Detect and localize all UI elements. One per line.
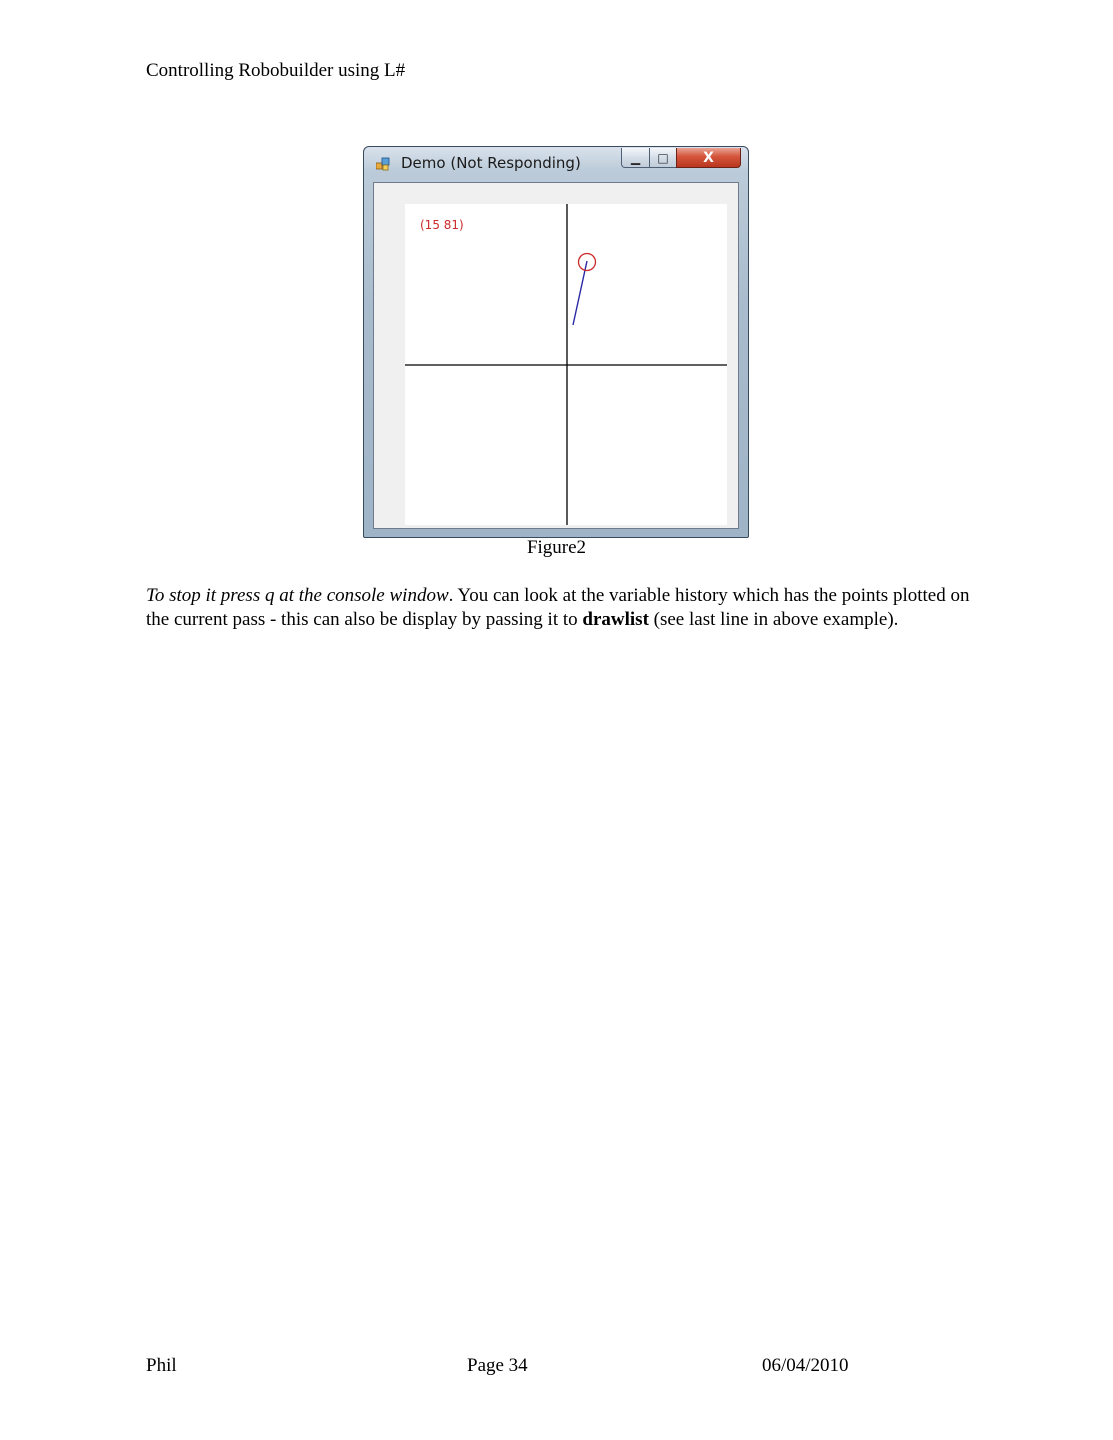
page-footer	[0, 1355, 1113, 1379]
window-title: Demo (Not Responding)	[401, 154, 581, 172]
window-title-bar[interactable]	[364, 147, 748, 179]
figure-caption: Figure2	[526, 537, 587, 558]
coordinate-readout: (15 81)	[420, 218, 464, 232]
caption-buttons	[621, 148, 741, 169]
maximize-icon: □	[657, 150, 669, 165]
footer-page-number: Page 34	[467, 1355, 528, 1376]
demo-window	[363, 146, 749, 538]
minimize-icon: ▁	[630, 150, 641, 165]
paragraph-text-2: (see last line in above example).	[648, 609, 899, 630]
plot-panel[interactable]	[405, 204, 727, 525]
italic-instruction: To stop it press q at the console window	[146, 585, 449, 606]
footer-date: 06/04/2010	[762, 1355, 849, 1376]
footer-author: Phil	[146, 1355, 177, 1376]
plot-canvas	[405, 204, 727, 525]
close-icon: X	[703, 149, 714, 166]
app-icon	[376, 157, 390, 171]
paragraph-text-1: . You can look at the variable history which has the points plotted on the current pass - this can also be display by passing it to	[146, 585, 970, 630]
window-client-area	[373, 182, 739, 529]
drawlist-term: drawlist	[582, 609, 649, 630]
close-button[interactable]	[676, 148, 741, 168]
maximize-button[interactable]	[649, 148, 677, 168]
running-header: Controlling Robobuilder using L#	[146, 60, 406, 81]
minimize-button[interactable]	[621, 148, 650, 168]
body-paragraph	[146, 584, 976, 632]
